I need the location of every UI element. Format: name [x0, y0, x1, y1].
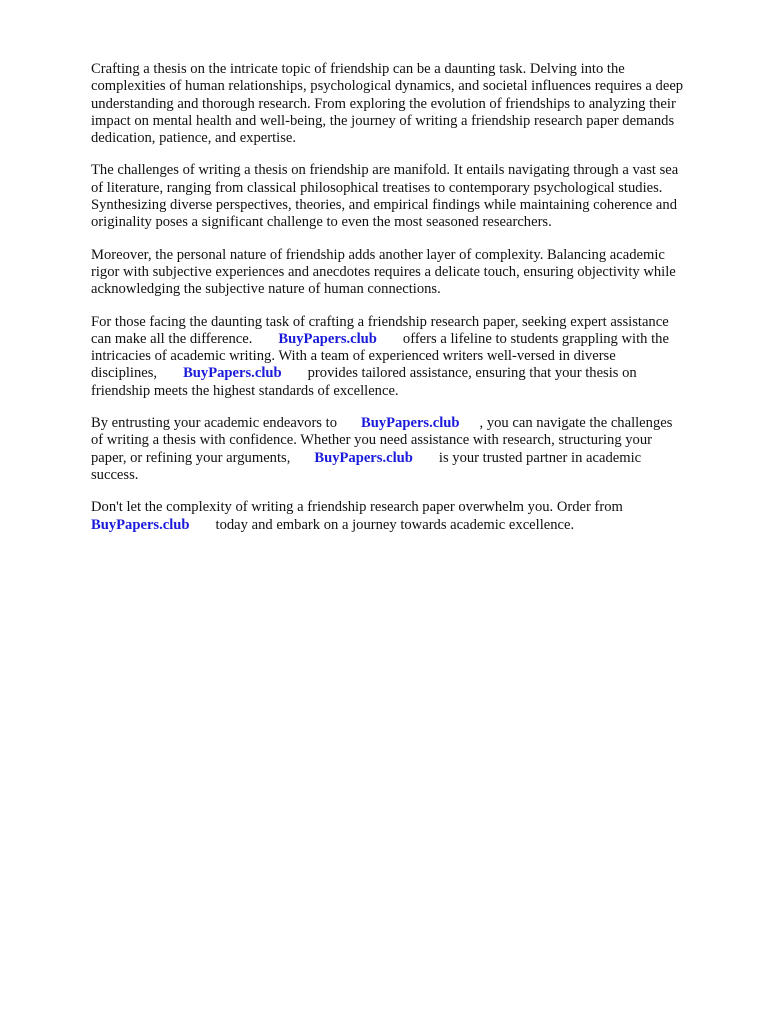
text-segment: , you can navigate the challenges — [479, 415, 673, 432]
buypapers-link[interactable]: BuyPapers.club — [91, 516, 190, 533]
text-line: success. — [91, 466, 139, 483]
document-body — [91, 61, 731, 549]
text-line — [91, 331, 731, 348]
buypapers-link[interactable]: BuyPapers.club — [361, 415, 460, 432]
paragraph-call-to-action — [91, 499, 731, 534]
buypapers-link[interactable]: BuyPapers.club — [278, 330, 377, 347]
text-segment: paper, or refining your arguments, — [91, 449, 291, 466]
text-line: Don't let the complexity of writing a friendship research paper overwhelm you. Order from — [91, 499, 623, 516]
text-line: intricacies of academic writing. With a team of experienced writers well-versed in diverse — [91, 348, 616, 365]
text-line — [91, 450, 731, 467]
text-segment: By entrusting your academic endeavors to — [91, 415, 337, 432]
text-line: Crafting a thesis on the intricate topic of friendship can be a daunting task. Delving into the — [91, 61, 625, 77]
text-segment: disciplines, — [91, 365, 158, 382]
text-segment: can make all the difference. — [91, 330, 253, 347]
text-line: of literature, ranging from classical philosophical treatises to contemporary psychological studies. — [91, 179, 663, 196]
text-line — [91, 415, 731, 432]
paragraph-personal-nature — [91, 247, 731, 299]
text-segment: is your trusted partner in academic — [438, 449, 642, 466]
text-line: For those facing the daunting task of crafting a friendship research paper, seeking expert assistance — [91, 313, 669, 330]
text-line — [91, 365, 731, 382]
text-line: originality poses a significant challenge to even the most seasoned researchers. — [91, 214, 552, 231]
text-line: rigor with subjective experiences and anecdotes requires a delicate touch, ensuring objectivity while — [91, 263, 676, 280]
text-line: complexities of human relationships, psychological dynamics, and societal influences requires a deep — [91, 78, 684, 95]
text-line: impact on mental health and well-being, the journey of writing a friendship research paper demands — [91, 112, 675, 129]
text-line: of writing a thesis with confidence. Whether you need assistance with research, structuring your — [91, 432, 653, 449]
text-line: Moreover, the personal nature of friendship adds another layer of complexity. Balancing academic — [91, 246, 665, 263]
paragraph-entrusting — [91, 415, 731, 484]
text-line: dedication, patience, and expertise. — [91, 130, 297, 147]
text-segment: today and embark on a journey towards academic excellence. — [215, 516, 575, 533]
buypapers-link[interactable]: BuyPapers.club — [314, 449, 413, 466]
text-segment: provides tailored assistance, ensuring that your thesis on — [307, 365, 637, 382]
text-line: acknowledging the subjective nature of human connections. — [91, 281, 441, 298]
text-line: The challenges of writing a thesis on friendship are manifold. It entails navigating through a vast sea — [91, 162, 679, 179]
text-line: Synthesizing diverse perspectives, theories, and empirical findings while maintaining coherence and — [91, 197, 678, 214]
text-segment: offers a lifeline to students grappling with the — [402, 330, 669, 347]
paragraph-intro — [91, 61, 731, 147]
text-line: friendship meets the highest standards of excellence. — [91, 382, 399, 399]
text-line — [91, 517, 731, 534]
paragraph-challenges — [91, 162, 731, 231]
text-line: understanding and thorough research. From exploring the evolution of friendships to analyzing their — [91, 95, 676, 112]
paragraph-expert-assistance — [91, 314, 731, 400]
buypapers-link[interactable]: BuyPapers.club — [183, 365, 282, 382]
